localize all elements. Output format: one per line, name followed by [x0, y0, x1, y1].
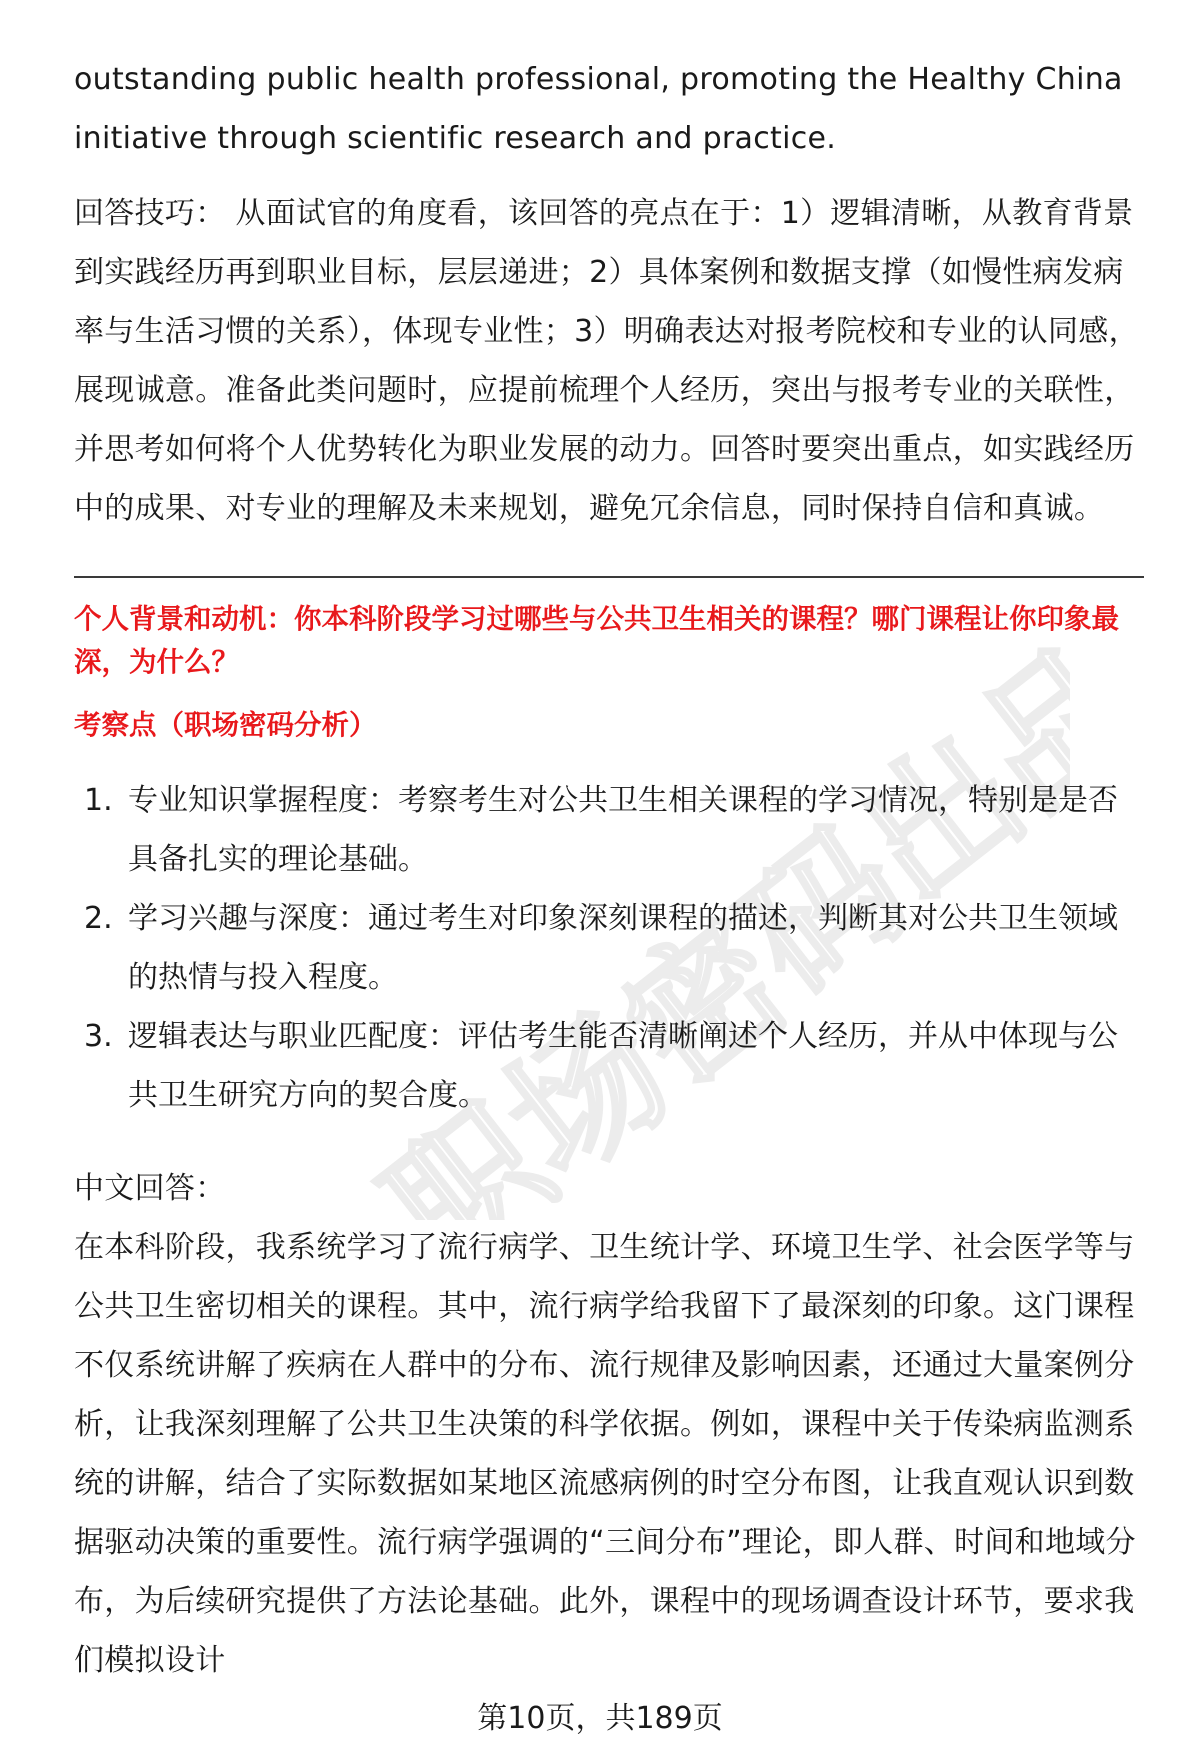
list-item	[74, 1007, 1144, 1125]
list-item-number: 1.	[84, 783, 113, 818]
answer-label: 中文回答：	[74, 1171, 226, 1206]
tips-text: 从面试官的角度看，该回答的亮点在于：1）逻辑清晰，从教育背景到实践经历再到职业目标，层层递进；2）具体案例和数据支撑（如慢性病发病率与生活习惯的关系），体现专业性；3）明确表达对报考院校和专业的认同感，展现诚意。准备此类问题时，应提前梳理个人经历，突出与报考专业的关联性，并思考如何将个人优势转化为职业发展的动力。回答时要突出重点，如实践经历中的成果、对专业的理解及未来规划，避免冗余信息，同时保持自信和真诚。	[74, 196, 1139, 526]
watermark-text: 职场密码出品	[357, 612, 1070, 1220]
page-number-footer: 第10页，共189页	[477, 1701, 723, 1736]
intro-paragraph: outstanding public health professional, promoting the Healthy China initiative through scientific research and practice.	[74, 62, 1123, 156]
focus-heading: 考察点（职场密码分析）	[74, 709, 377, 741]
document-page	[74, 50, 1144, 1690]
list-item-number: 2.	[84, 901, 113, 936]
list-item-text: 学习兴趣与深度：通过考生对印象深刻课程的描述，判断其对公共卫生领域的热情与投入程度。	[128, 901, 1118, 995]
list-item	[74, 771, 1144, 889]
list-item-text: 逻辑表达与职业匹配度：评估考生能否清晰阐述个人经历，并从中体现与公共卫生研究方向的契合度。	[128, 1019, 1118, 1113]
focus-points-list	[74, 771, 1144, 1125]
question-heading: 个人背景和动机：你本科阶段学习过哪些与公共卫生相关的课程？哪门课程让你印象最深，为什么？	[74, 603, 1119, 678]
list-item-number: 3.	[84, 1019, 113, 1054]
tips-label: 回答技巧：	[74, 196, 226, 231]
section-divider	[74, 576, 1144, 578]
answer-paragraph: 在本科阶段，我系统学习了流行病学、卫生统计学、环境卫生学、社会医学等与公共卫生密切相关的课程。其中，流行病学给我留下了最深刻的印象。这门课程不仅系统讲解了疾病在人群中的分布、流行规律及影响因素，还通过大量案例分析，让我深刻理解了公共卫生决策的科学依据。例如，课程中关于传染病监测系统的讲解，结合了实际数据如某地区流感病例的时空分布图，让我直观认识到数据驱动决策的重要性。流行病学强调的“三间分布”理论，即人群、时间和地域分布，为后续研究提供了方法论基础。此外，课程中的现场调查设计环节，要求我们模拟设计	[74, 1230, 1136, 1678]
list-item-text: 专业知识掌握程度：考察考生对公共卫生相关课程的学习情况，特别是是否具备扎实的理论基础。	[128, 783, 1118, 877]
tips-paragraph	[74, 184, 1144, 538]
list-item	[74, 889, 1144, 1007]
